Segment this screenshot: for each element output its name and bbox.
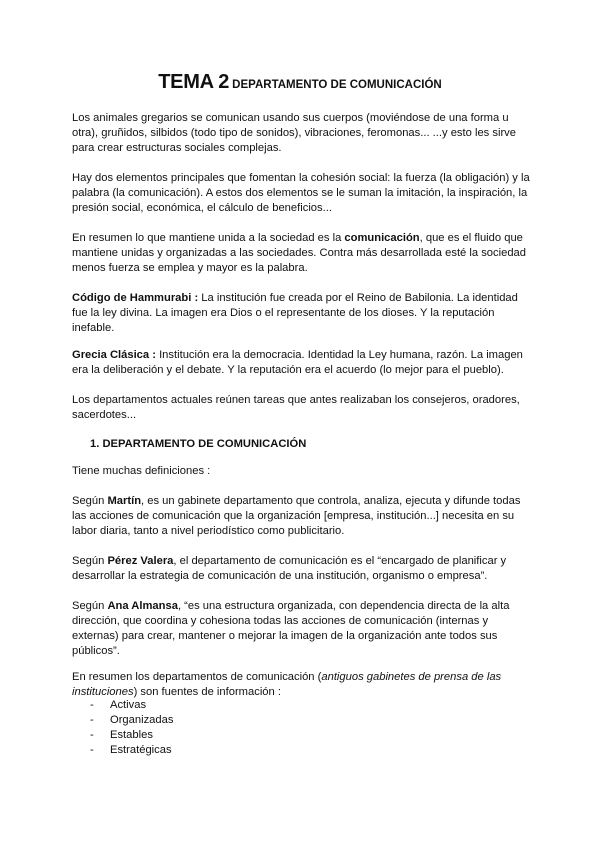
text-run: , que es el fluido que mantiene unidas y organizadas a las sociedades. Contra más desarrollada esté la sociedad menos fuerza se emplea y mayor es la palabra. [72,232,526,274]
text-run: Institución era la democracia. Identidad la Ley humana, razón. La imagen era la deliberación y el debate. Y la reputación era el acuerdo (lo mejor para el pueblo). [72,349,523,376]
paragraph-perez-valera [72,554,534,584]
list-item [90,743,173,758]
dash-bullet: - [90,744,94,756]
list-item-label: Organizadas [110,714,174,726]
list-item-label: Activas [110,699,147,711]
bold-term: comunicación [344,232,420,244]
paragraph-martin [72,494,534,539]
list-item [90,728,173,743]
section-heading-1: 1. DEPARTAMENTO DE COMUNICACIÓN [90,438,307,450]
paragraph-definitions: Tiene muchas definiciones : [72,465,211,477]
list-item-label: Estables [110,729,153,741]
text-run: En resumen los departamentos de comunicación ( [72,671,322,683]
list-item [90,713,173,728]
list-item-label: Estratégicas [110,744,172,756]
paragraph-classical-greece [72,348,534,378]
paragraph-social-cohesion: Hay dos elementos principales que fomentan la cohesión social: la fuerza (la obligación) y la palabra (la comunicación). A estos dos elementos se le suman la imitación, la inspiración, la presión social, económica, el cálculo de beneficios... [72,172,530,214]
paragraph-current-departments: Los departamentos actuales reúnen tareas que antes realizaban los consejeros, oradores, sacerdotes... [72,394,520,421]
text-run: Según [72,555,108,567]
page-title [0,71,600,93]
text-run: En resumen lo que mantiene unida a la sociedad es la [72,232,345,244]
text-run: Según [72,600,108,612]
bold-term: Martín [107,495,142,507]
text-run: , es un gabinete departamento que controla, analiza, ejecuta y difunde todas las acciones de comunicación que la organización [empresa, institución...] necesita en su labor diaria, tanto a nivel periodístico como publicitario. [72,495,521,537]
dash-bullet: - [90,729,94,741]
bold-term: Grecia Clásica : [72,349,156,361]
text-run: , el departamento de comunicación es el “encargado de planificar y desarrollar la estrategia de comunicación de una institución, organismo o empresa”. [72,555,507,582]
title-number: TEMA 2 [158,71,230,93]
dash-bullet: - [90,714,94,726]
paragraph-hammurabi [72,291,534,336]
text-run: , “es una estructura organizada, con dependencia directa de la alta dirección, que coordina y cohesiona todas las acciones de comunicación (internas y externas) para crear, mantener o mejorar la imagen de la organización ante todos sus públicos”. [72,600,510,657]
text-run: Según [72,495,108,507]
paragraph-summary-communication [72,231,534,276]
italic-term: antiguos gabinetes de prensa de las instituciones [72,671,502,698]
bold-term: Pérez Valera [107,555,174,567]
bold-term: Código de Hammurabi : [72,292,199,304]
paragraph-ana-almansa [72,599,534,659]
title-subtitle: DEPARTAMENTO DE COMUNICACIÓN [232,79,442,91]
text-run: La institución fue creada por el Reino de Babilonia. La identidad fue la ley divina. La imagen era Dios o el representante de los dioses. Y la reputación inefable. [72,292,518,334]
text-run: ) son fuentes de información : [133,686,281,698]
sources-list [90,698,173,758]
bold-term: Ana Almansa [107,600,178,612]
list-item [90,698,173,713]
dash-bullet: - [90,699,94,711]
paragraph-gregarious-animals: Los animales gregarios se comunican usando sus cuerpos (moviéndose de una forma u otra), gruñidos, silbidos (todo tipo de sonidos), vibraciones, feromonas... ...y esto les sirve para crear estructuras sociales complejas. [72,112,516,154]
paragraph-summary-sources [72,670,534,700]
